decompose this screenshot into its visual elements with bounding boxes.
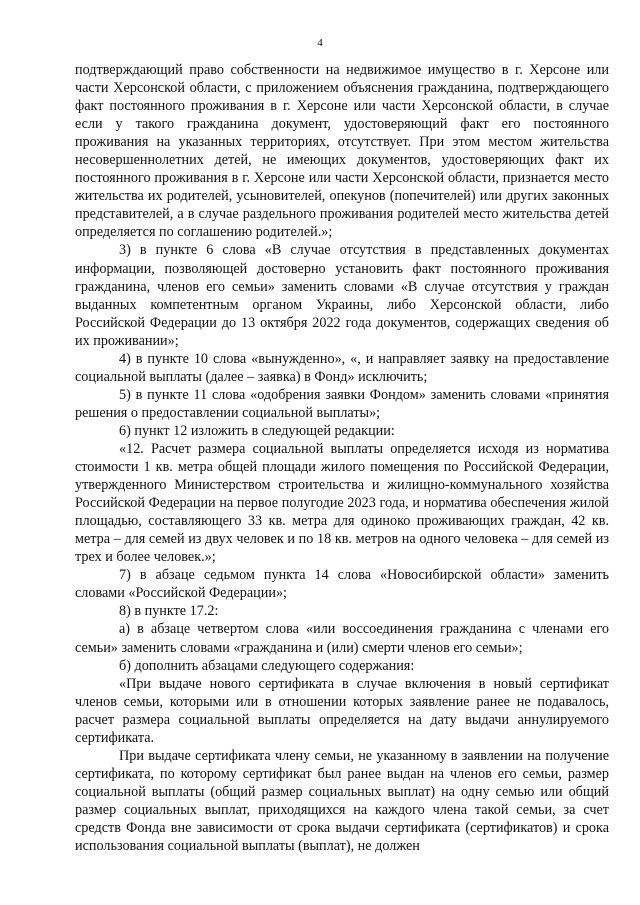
paragraph-item-5: 5) в пункте 11 слова «одобрения заявки Фондом» заменить словами «принятия решения о предоставлении социальной выплаты»; <box>75 386 609 421</box>
paragraph-item-4: 4) в пункте 10 слова «вынужденно», «, и направляет заявку на предоставление социальной выплаты (далее – заявка) в Фонд» исключить; <box>75 350 609 385</box>
paragraph-item-8: 8) в пункте 17.2: <box>119 603 219 620</box>
document-body <box>75 61 609 855</box>
paragraph-item-7: 7) в абзаце седьмом пункта 14 слова «Новосибирской области» заменить словами «Российской Федерации»; <box>75 567 609 602</box>
paragraph-continuation: подтверждающий право собственности на недвижимое имущество в г. Херсоне или части Херсонской области, с приложением объяснения гражданина, подтверждающего факт постоянного проживания в г. Херсоне или части Херсонской области, в случае если у такого гражданина документ, удостоверяющий факт его постоянного проживания на указанных территориях, отсутствует. При этом местом жительства несовершеннолетних детей, не имеющих документов, удостоверяющих факт их постоянного проживания в г. Херсоне или части Херсонской области, признается место жительства их родителей, усыновителей, опекунов (попечителей) или других законных представителей, а в случае раздельного проживания родителей место жительства детей определяется по соглашению родителей.»; <box>75 62 609 241</box>
paragraph-item-6: 6) пункт 12 изложить в следующей редакции: <box>119 422 395 439</box>
paragraph-point-12: «12. Расчет размера социальной выплаты определяется исходя из норматива стоимости 1 кв. метра общей площади жилого помещения по Российской Федерации, утвержденного Министерством строительства и жилищно-коммунального хозяйства Российской Федерации на первое полугодие 2023 года, и норматива обеспечения жилой площадью, составляющего 33 кв. метра для одиноко проживающих граждан, 42 кв. метра – для семей из двух человек и по 18 кв. метров на одного человека – для семей из трех и более человек.»; <box>75 440 609 566</box>
paragraph-new-certificate: «При выдаче нового сертификата в случае включения в новый сертификат членов семьи, которыми или в отношении которых заявление ранее не подавалось, расчет размера социальной выплаты определяется на дату выдачи аннулируемого сертификата. <box>75 675 609 746</box>
page-number: 4 <box>317 37 323 49</box>
paragraph-subitem-b: б) дополнить абзацами следующего содержания: <box>119 657 415 674</box>
paragraph-family-member-certificate: При выдаче сертификата члену семьи, не указанному в заявлении на получение сертификата, по которому сертификат был ранее выдан на членов его семьи, размер социальной выплаты (общий размер социальных выплат) на одну семью или общий размер социальных выплат, приходящихся на каждого члена такой семьи, за счет средств Фонда вне зависимости от срока выдачи сертификата (сертификатов) и срока использования социальной выплаты (выплат), не должен <box>75 747 609 855</box>
paragraph-item-3: 3) в пункте 6 слова «В случае отсутствия в представленных документах информации, позволяющей достоверно установить факт постоянного проживания гражданина, членов его семьи» заменить словами «В случае отсутствия у граждан выданных компетентным органом Украины, либо Херсонской области, либо Российской Федерации до 13 октября 2022 года документов, содержащих сведения об их проживании»; <box>75 242 609 349</box>
paragraph-subitem-a: а) в абзаце четвертом слова «или воссоединения гражданина с членами его семьи» заменить словами «гражданина и (или) смерти членов его семьи»; <box>75 621 609 656</box>
